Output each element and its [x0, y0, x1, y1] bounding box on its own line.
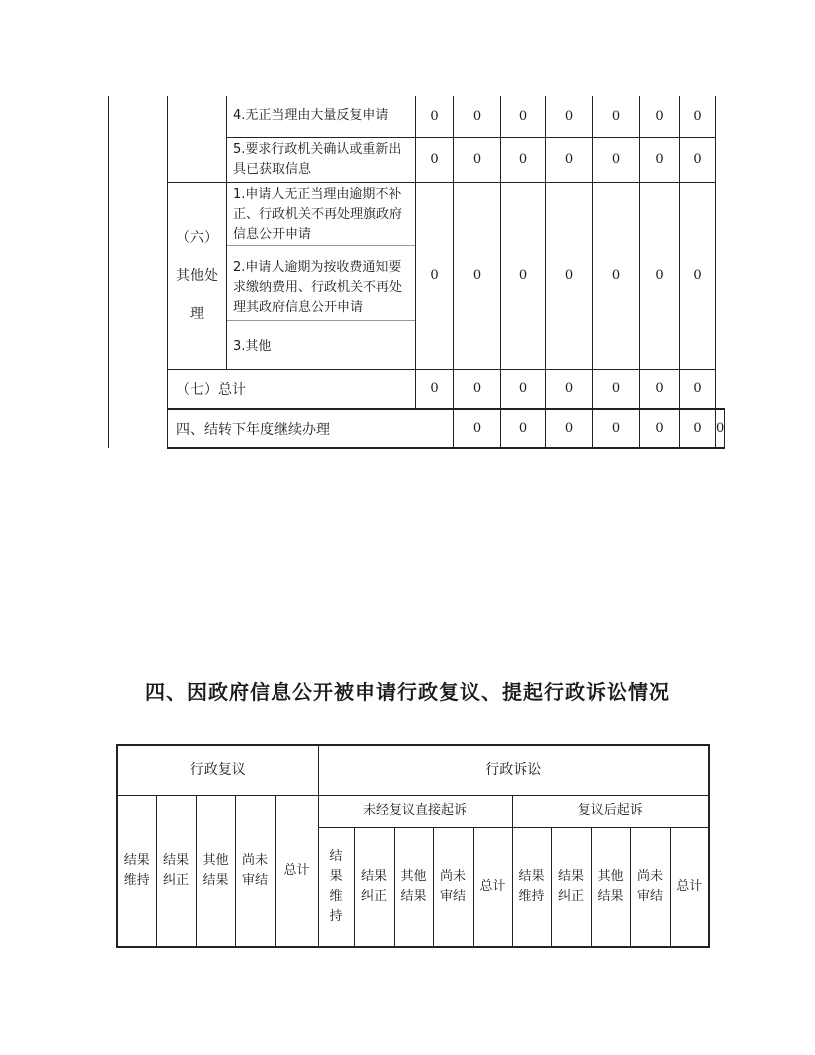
- column-header-text: 结果 纠正: [162, 852, 189, 888]
- column-header: [394, 827, 433, 947]
- value-cell: 0: [716, 409, 725, 448]
- value-cell: 0: [593, 369, 640, 409]
- value-cell: 0: [640, 96, 680, 137]
- value-cell: 0: [416, 137, 454, 182]
- column-header: [235, 795, 275, 947]
- value-cell: 0: [454, 137, 501, 182]
- section-three-cell: [109, 96, 168, 448]
- column-header-text: 总计: [676, 878, 703, 894]
- value-cell: 0: [593, 409, 640, 448]
- review-litigation-table: [116, 744, 710, 948]
- value-cell: 0: [546, 137, 593, 182]
- column-header-text: 结果 维持: [518, 868, 545, 904]
- value-cell: 0: [416, 182, 454, 369]
- value-cell: 0: [640, 137, 680, 182]
- table-row: [117, 745, 709, 795]
- value-cell: 0: [680, 137, 716, 182]
- value-cell: 0: [680, 182, 716, 369]
- value-cell: 0: [454, 369, 501, 409]
- column-header-text: 尚未 审结: [636, 868, 663, 904]
- other-label-line: 理: [190, 305, 204, 322]
- carry-over-label: 四、结转下年度继续办理: [168, 409, 454, 448]
- value-cell: 0: [640, 369, 680, 409]
- column-header: [275, 795, 318, 947]
- column-header-text: 尚未 审结: [241, 852, 268, 888]
- value-cell: 0: [680, 409, 716, 448]
- other-handling-label: [168, 182, 227, 369]
- column-header-text: 结果 纠正: [360, 868, 387, 904]
- table-row: [109, 409, 725, 448]
- value-cell: 0: [546, 369, 593, 409]
- value-cell: 0: [546, 409, 593, 448]
- row-desc: 4.无正当理由大量反复申请: [227, 96, 416, 137]
- column-header: [433, 827, 473, 947]
- column-header: [512, 827, 551, 947]
- value-cell: 0: [593, 137, 640, 182]
- admin-litigation-header: 行政诉讼: [318, 745, 709, 795]
- column-header: [670, 827, 709, 947]
- column-header-text: 其他 结果: [400, 868, 427, 904]
- value-cell: 0: [501, 137, 546, 182]
- category-five-cell: [168, 96, 227, 182]
- list-item: 3.其他: [227, 320, 415, 357]
- value-cell: 0: [416, 96, 454, 137]
- column-header: [630, 827, 670, 947]
- column-header-text: 结果 纠正: [557, 868, 584, 904]
- direct-suit-header: 未经复议直接起诉: [318, 795, 512, 827]
- column-header-text: 尚未 审结: [439, 868, 466, 904]
- column-header: [591, 827, 630, 947]
- value-cell: 0: [501, 96, 546, 137]
- list-item: 2.申请人逾期为按收费通知要求缴纳费用、行政机关不再处理其政府信息公开申请: [227, 245, 415, 320]
- admin-review-header: 行政复议: [117, 745, 318, 795]
- column-header-text: 总计: [479, 878, 506, 894]
- table-row: [109, 369, 725, 409]
- column-header-text: 结 果 维 持: [329, 848, 343, 924]
- column-header: [473, 827, 512, 947]
- column-header: [354, 827, 394, 947]
- table-row: [109, 182, 725, 369]
- value-cell: 0: [454, 96, 501, 137]
- row-desc: 5.要求行政机关确认或重新出具已获取信息: [227, 137, 416, 182]
- column-header: [117, 795, 156, 947]
- column-header: [196, 795, 235, 947]
- value-cell: 0: [640, 182, 680, 369]
- other-label-line: （六）: [176, 229, 218, 246]
- value-cell: 0: [680, 96, 716, 137]
- other-label-line: 其他处: [176, 267, 218, 284]
- column-header: [318, 827, 354, 947]
- other-items-list: [227, 182, 416, 369]
- value-cell: 0: [640, 409, 680, 448]
- value-cell: 0: [501, 369, 546, 409]
- value-cell: 0: [546, 96, 593, 137]
- value-cell: 0: [593, 182, 640, 369]
- column-header-text: 其他 结果: [597, 868, 624, 904]
- value-cell: 0: [501, 182, 546, 369]
- column-header: [551, 827, 591, 947]
- column-header-text: 其他 结果: [202, 852, 229, 888]
- value-cell: 0: [680, 369, 716, 409]
- total-label: （七）总计: [168, 369, 416, 409]
- value-cell: 0: [593, 96, 640, 137]
- response-results-table: [108, 96, 725, 449]
- table-row: [109, 96, 725, 137]
- value-cell: 0: [546, 182, 593, 369]
- value-cell: 0: [501, 409, 546, 448]
- list-item: 1.申请人无正当理由逾期不补正、行政机关不再处理旗政府信息公开申请: [233, 186, 403, 242]
- column-header-text: 总计: [283, 862, 310, 878]
- column-header: [156, 795, 196, 947]
- after-review-suit-header: 复议后起诉: [512, 795, 709, 827]
- value-cell: 0: [454, 182, 501, 369]
- value-cell: 0: [454, 409, 501, 448]
- table-row: [117, 795, 709, 827]
- section-heading: 四、因政府信息公开被申请行政复议、提起行政诉讼情况: [145, 680, 670, 704]
- value-cell: 0: [416, 369, 454, 409]
- column-header-text: 结果 维持: [123, 852, 150, 888]
